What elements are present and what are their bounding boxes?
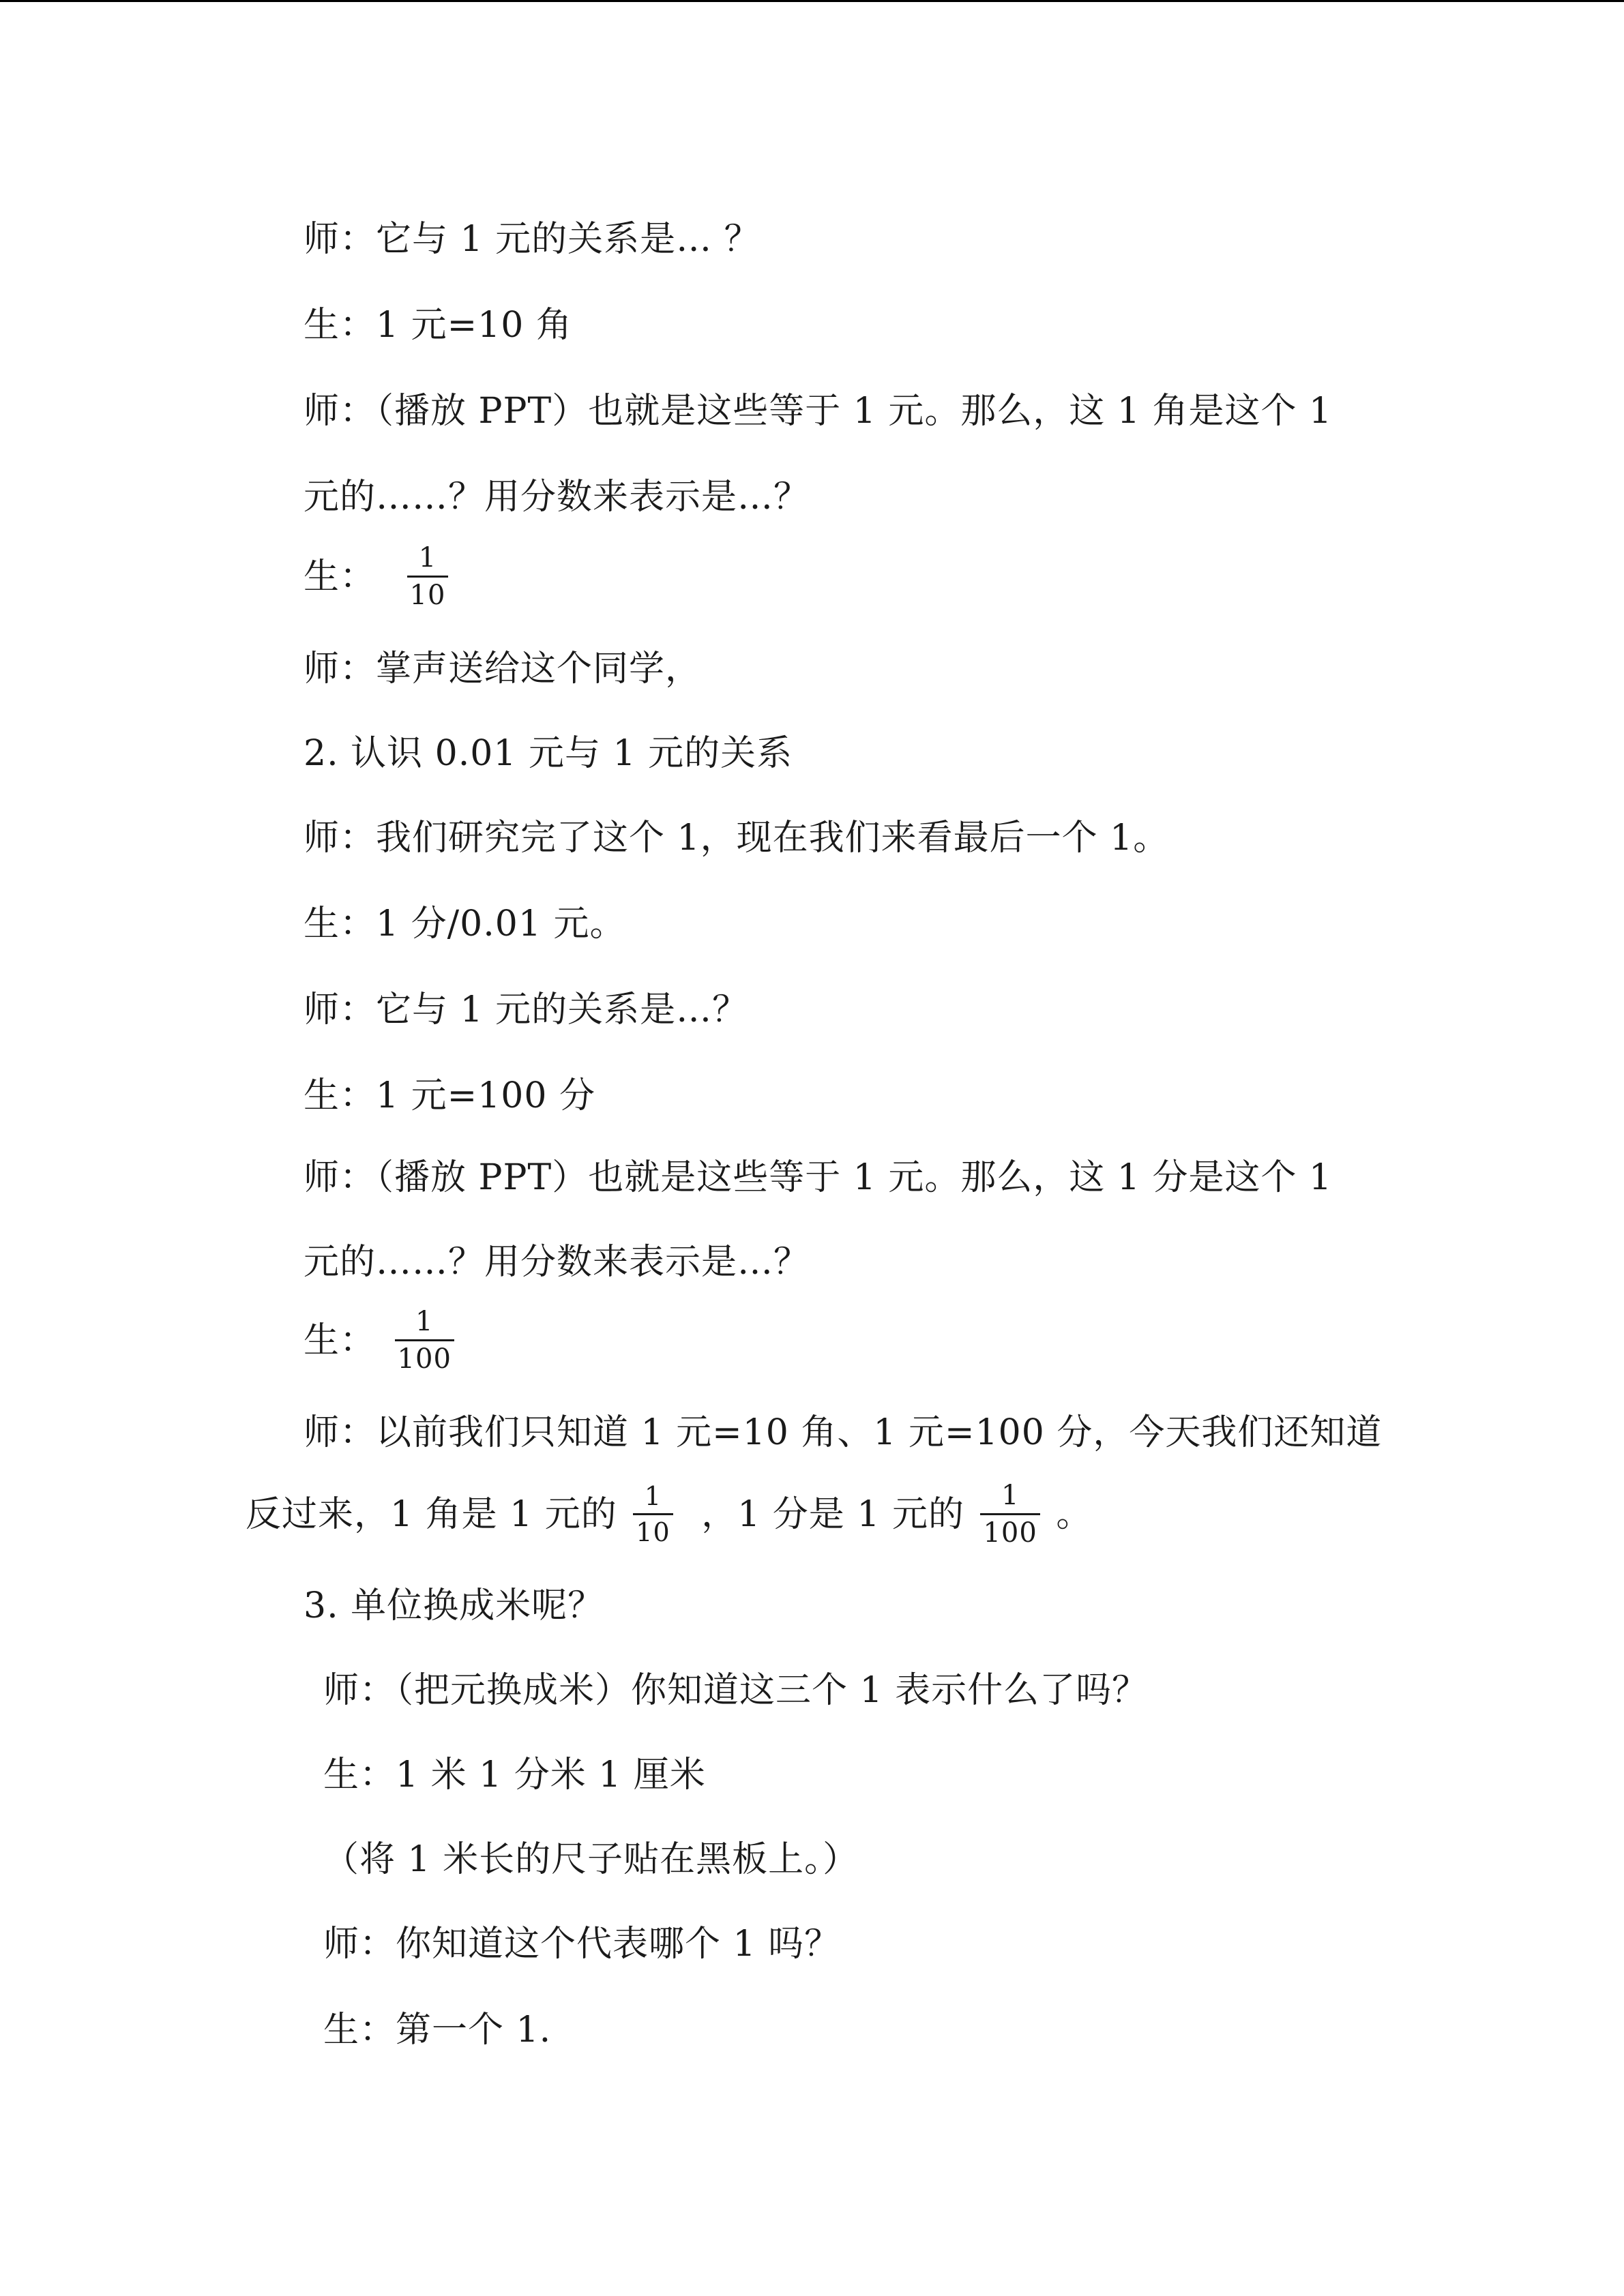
- fraction-one-hundredth: [395, 1308, 454, 1373]
- text-line: 师：掌声送给这个同学，: [304, 648, 702, 689]
- speaker-label: 生：: [304, 1320, 377, 1361]
- fraction-one-hundredth: [980, 1482, 1039, 1547]
- speaker-label: 生：: [304, 556, 377, 597]
- text-line: 生：1 米 1 分米 1 厘米: [323, 1755, 706, 1795]
- section-heading: 3. 单位换成米呢？: [304, 1585, 604, 1626]
- text-line: 师：（把元换成米）你知道这三个 1 表示什么了吗？: [323, 1670, 1149, 1711]
- fraction-denominator: 100: [983, 1517, 1037, 1549]
- text-fragment: 。: [1056, 1493, 1093, 1535]
- text-line: 师：它与 1 元的关系是…？: [304, 989, 749, 1030]
- fraction-one-tenth: [633, 1483, 673, 1545]
- text-line: 师：我们研究完了这个 1，现在我们来看最后一个 1。: [304, 818, 1170, 859]
- fraction-denominator: 100: [397, 1343, 452, 1375]
- text-line: 师：（播放 PPT）也就是这些等于 1 元。那么，这 1 角是这个 1: [304, 391, 1333, 432]
- text-fragment: ，1 分是 1 元的: [701, 1493, 964, 1535]
- fraction-numerator: 1: [407, 544, 449, 578]
- text-fragment: 反过来，1 角是 1 元的: [246, 1493, 617, 1535]
- fraction-denominator: 10: [409, 580, 446, 611]
- answer-line: [304, 1308, 458, 1373]
- fraction-numerator: 1: [395, 1308, 454, 1341]
- section-heading: 2. 认识 0.01 元与 1 元的关系: [304, 733, 793, 774]
- text-line: 师：它与 1 元的关系是… ？: [304, 219, 761, 260]
- fraction-numerator: 1: [633, 1483, 673, 1515]
- text-line: 生：1 元=10 角: [304, 305, 572, 346]
- text-line: 生：1 分/0.01 元。: [304, 904, 626, 944]
- text-line: 生：1 元=100 分: [304, 1075, 595, 1116]
- text-line: 生：第一个 1.: [323, 2010, 552, 2051]
- fraction-denominator: 10: [636, 1517, 670, 1547]
- text-line: 师：以前我们只知道 1 元=10 角、1 元=100 分，今天我们还知道: [304, 1412, 1383, 1453]
- answer-line: [304, 544, 452, 609]
- fraction-numerator: 1: [980, 1482, 1039, 1515]
- text-line: 元的……？用分数来表示是…？: [304, 1242, 810, 1283]
- text-line: 元的……？用分数来表示是…？: [304, 477, 810, 518]
- text-line: 师：（播放 PPT）也就是这些等于 1 元。那么，这 1 分是这个 1: [304, 1157, 1333, 1198]
- text-line: （将 1 米长的尺子贴在黑板上。）: [323, 1839, 859, 1880]
- fraction-one-tenth: [407, 544, 449, 609]
- mixed-fraction-line: [246, 1482, 1092, 1547]
- text-line: 师：你知道这个代表哪个 1 吗？: [323, 1924, 841, 1965]
